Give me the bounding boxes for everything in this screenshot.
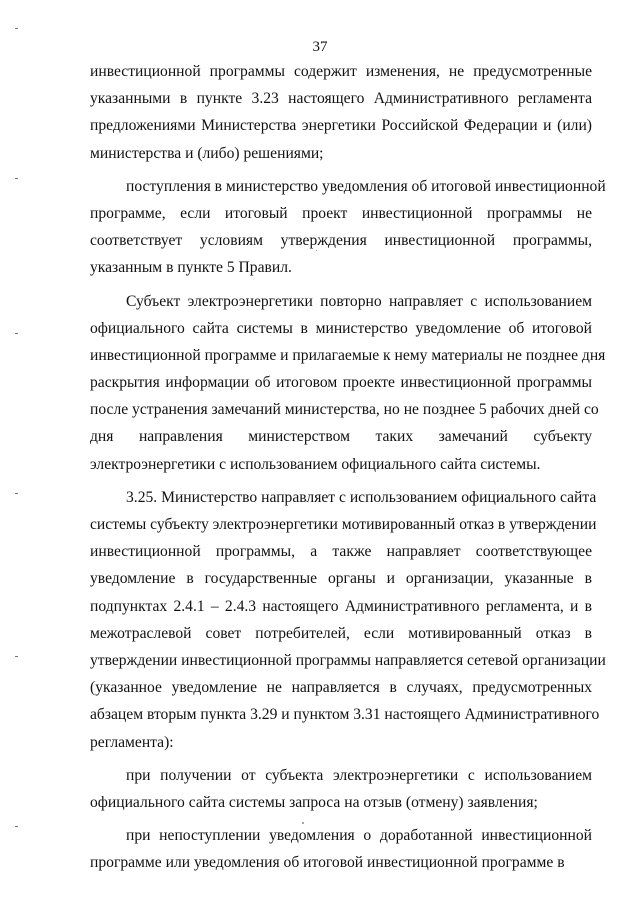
text-line: (указанное уведомление не направляется в случаях, предусмотренных xyxy=(90,679,592,697)
scan-speck xyxy=(302,822,304,824)
document-body xyxy=(90,58,606,876)
text-line: 3.25. Министерство направляет с использованием официального сайта xyxy=(126,488,597,506)
scan-mark xyxy=(15,333,18,334)
text-line: раскрытия информации об итоговом проекте инвестиционной программы xyxy=(90,374,592,392)
text-line: системы субъекту электроэнергетики мотивированный отказ в утверждении xyxy=(90,516,597,533)
scan-speck xyxy=(316,250,317,251)
text-line: инвестиционной программе и прилагаемые к нему материалы не позднее дня xyxy=(90,346,606,364)
text-line: абзацем вторым пункта 3.29 и пунктом 3.31 настоящего Административного xyxy=(90,706,600,724)
text-line: утверждении инвестиционной программы направляется сетевой организации xyxy=(90,651,606,669)
scan-mark xyxy=(15,178,18,179)
scan-mark xyxy=(15,28,18,29)
text-line: министерства и (либо) решениями; xyxy=(90,144,324,162)
paragraph xyxy=(90,484,606,756)
text-line: дня направления министерством таких замечаний субъекту xyxy=(90,428,592,446)
page-number: 37 xyxy=(312,39,328,55)
text-line: официального сайта системы в министерство уведомление об итоговой xyxy=(90,319,592,337)
text-line: инвестиционной программы, а также направляет соответствующее xyxy=(90,543,592,561)
paragraph xyxy=(90,762,592,816)
paragraph xyxy=(90,173,606,282)
scan-mark xyxy=(15,493,18,494)
text-line: при получении от субъекта электроэнергетики с использованием xyxy=(126,766,592,784)
text-line: программе, если итоговый проект инвестиционной программы не xyxy=(90,204,592,222)
text-line: предложениями Министерства энергетики Российской Федерации и (или) xyxy=(90,117,592,135)
text-line: электроэнергетики с использованием официального сайта системы. xyxy=(90,455,541,473)
text-line: Субъект электроэнергетики повторно направляет с использованием xyxy=(126,292,592,310)
text-line: соответствует условиям утверждения инвестиционной программы, xyxy=(90,232,592,250)
text-line: уведомление в государственные органы и организации, указанные в xyxy=(90,570,592,588)
paragraph xyxy=(90,822,592,876)
text-line: программе или уведомления об итоговой инвестиционной программе в xyxy=(90,854,565,872)
paragraph xyxy=(90,58,592,167)
scan-mark xyxy=(15,656,18,657)
text-line: указанными в пункте 3.23 настоящего Административного регламента xyxy=(90,90,592,108)
text-line: указанным в пункте 5 Правил. xyxy=(90,259,292,277)
text-line: подпунктах 2.4.1 – 2.4.3 настоящего Административного регламента, и в xyxy=(90,597,592,615)
scan-mark xyxy=(15,826,18,827)
text-line: официального сайта системы запроса на отзыв (отмену) заявления; xyxy=(90,793,538,811)
text-line: при непоступлении уведомления о доработанной инвестиционной xyxy=(126,827,592,845)
text-line: после устранения замечаний министерства, но не позднее 5 рабочих дней со xyxy=(90,401,599,419)
paragraph xyxy=(90,288,606,478)
text-line: поступления в министерство уведомления об итоговой инвестиционной xyxy=(126,177,606,195)
text-line: межотраслевой совет потребителей, если мотивированный отказ в xyxy=(90,624,592,642)
text-line: регламента): xyxy=(90,733,174,751)
text-line: инвестиционной программы содержит изменения, не предусмотренные xyxy=(90,63,592,80)
